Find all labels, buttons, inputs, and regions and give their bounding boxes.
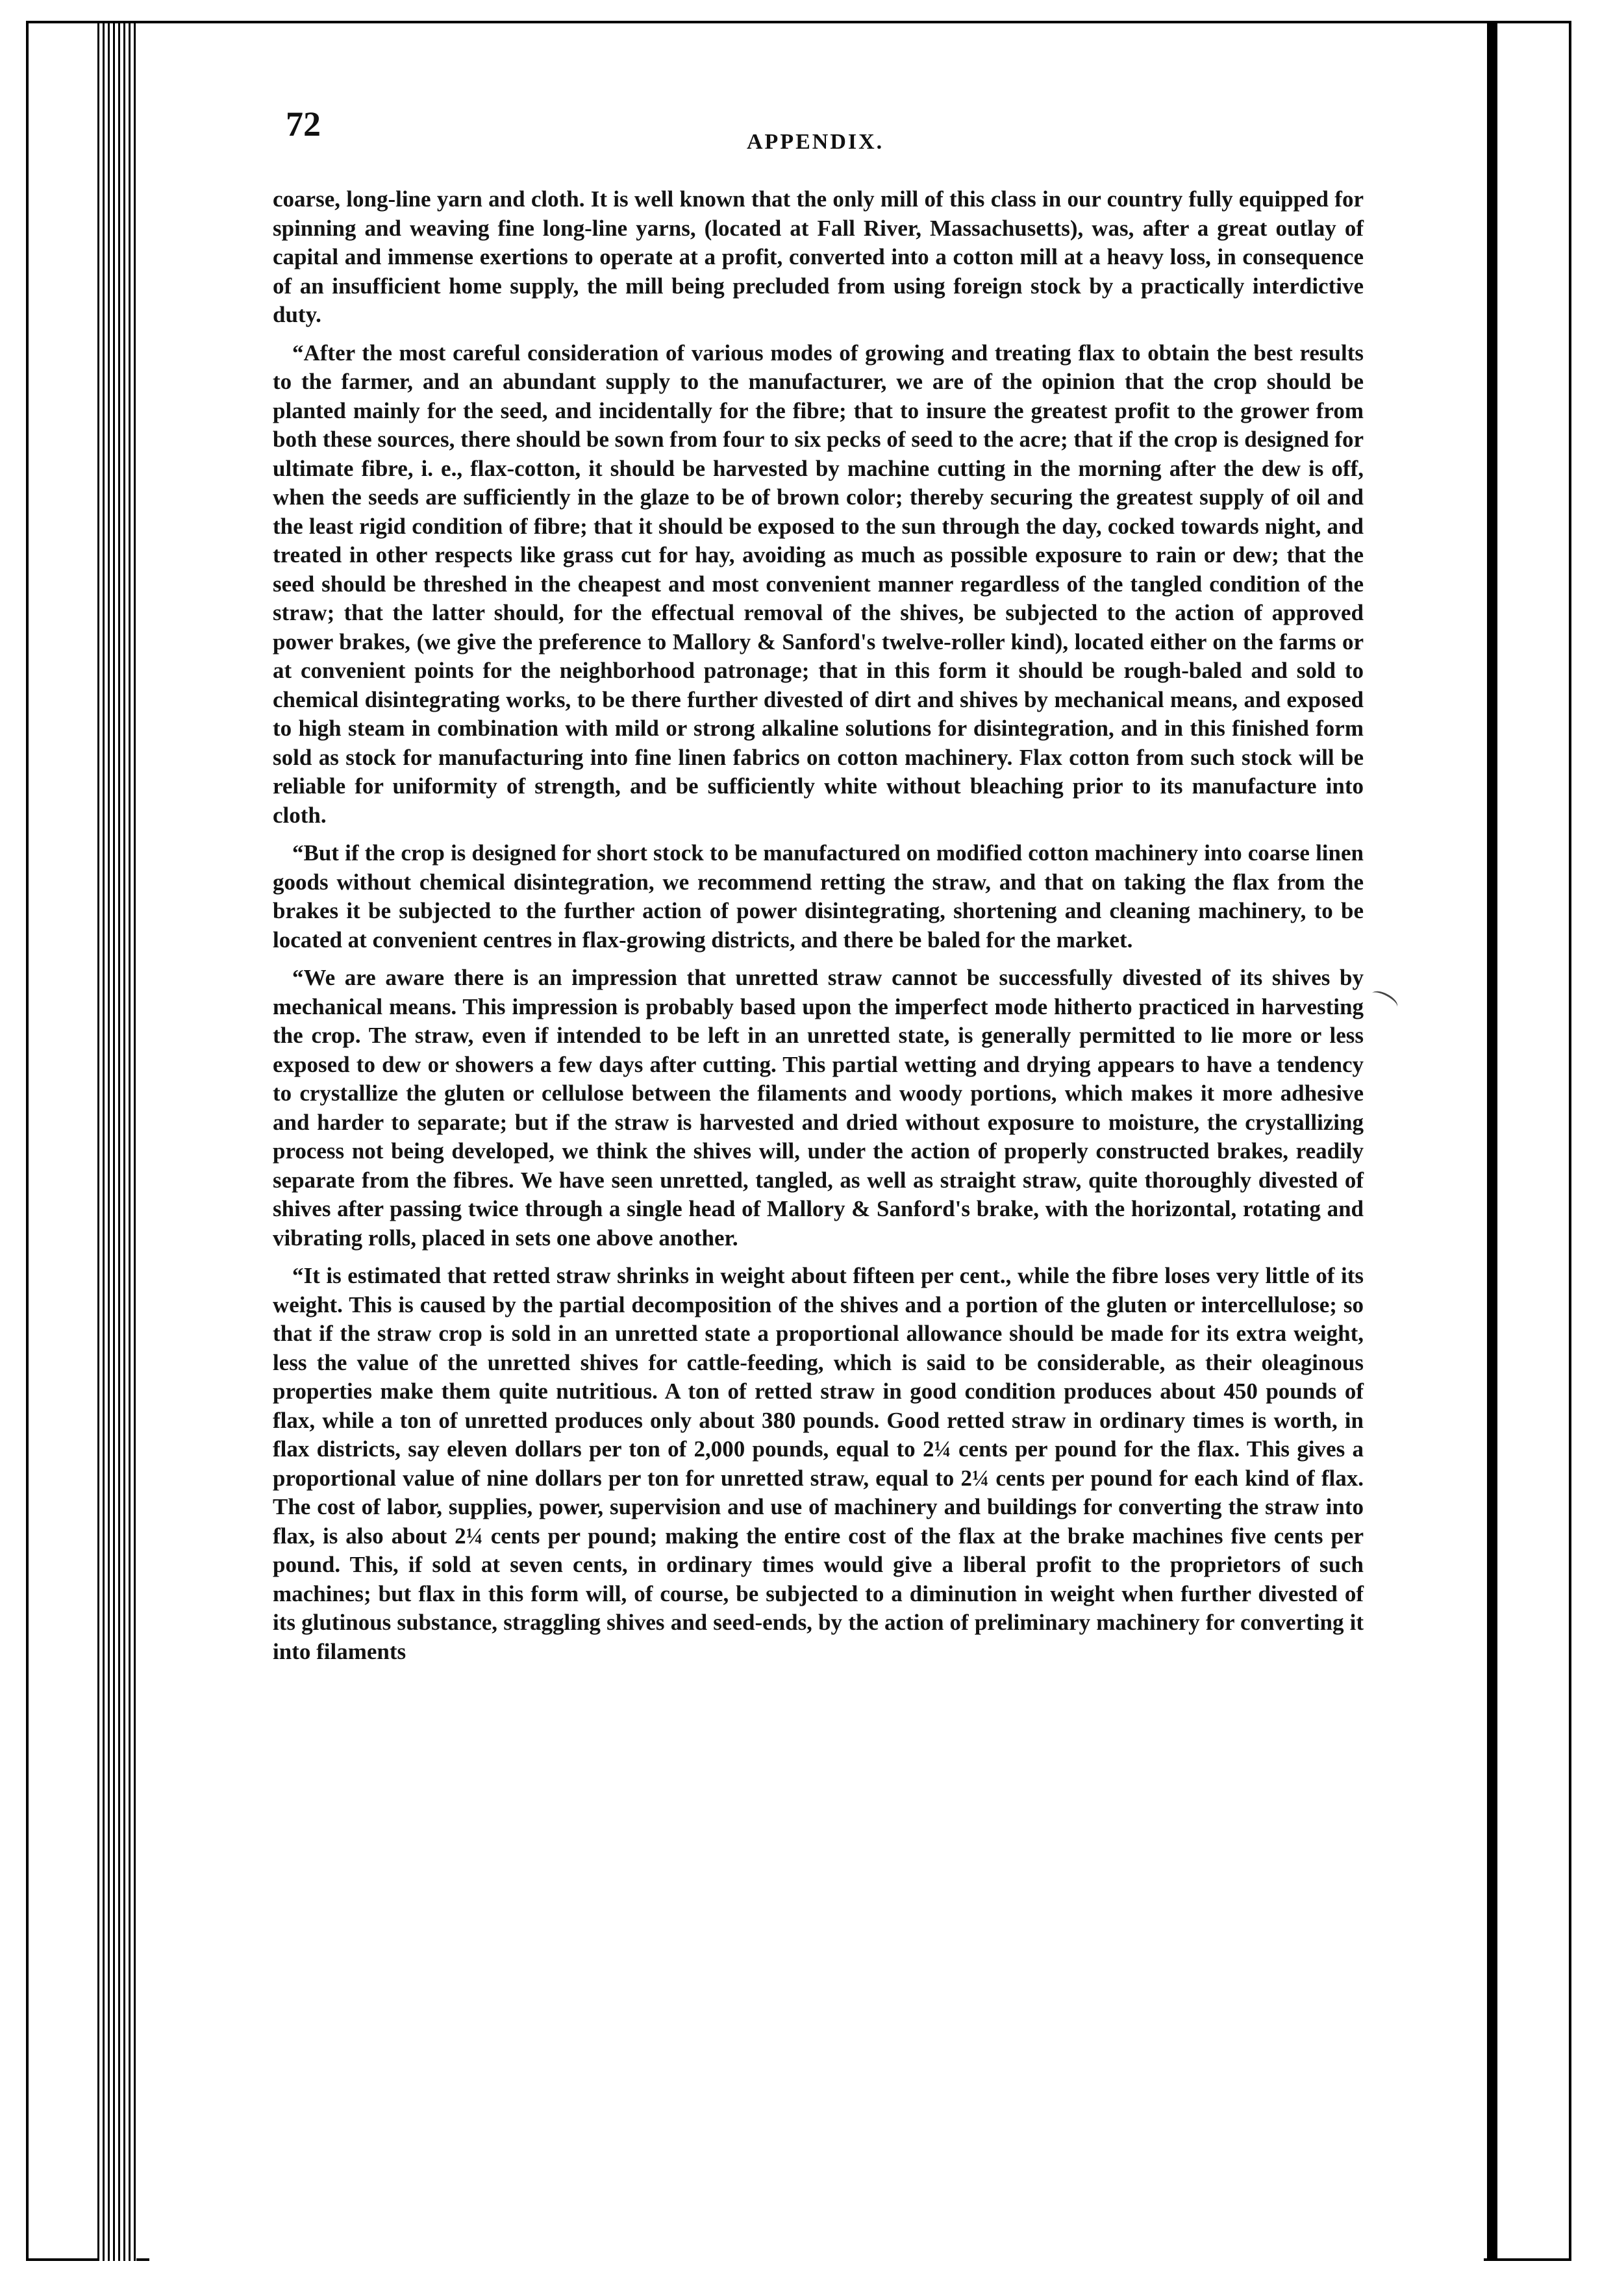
paragraph-5: “It is estimated that retted straw shrinks in weight about fifteen per cent., while the fibre loses very little of its weight. This is caused by the partial decomposition of the shives and a portion of the gluten or intercellulose; so that if the straw crop is sold in an unretted state a proportional allowance should be made for its extra weight, less the value of the unretted shives for cattle-feeding, which is said to be considerable, as their oleaginous properties make them quite nutritious. A ton of retted straw in good condition produces about 450 pounds of flax, while a ton of unretted produces only about 380 pounds. Good retted straw in ordinary times is worth, in flax districts, say eleven dollars per ton of 2,000 pounds, equal to 2¼ cents per pound for the flax. This gives a proportional value of nine dollars per ton for unretted straw, equal to 2¼ cents per pound for each kind of flax. The cost of labor, supplies, power, supervision and use of machinery and buildings for converting the straw into flax, is also about 2¼ cents per pound; making the entire cost of the flax at the brake machines five cents per pound. This, if sold at seven cents, in ordinary times would give a liberal profit to the proprietors of such machines; but flax in this form will, of course, be subjected to a diminution in weight when further divested of its glutinous substance, straggling shives and seed-ends, by the action of preliminary machinery for converting it into filaments [273, 1263, 1364, 1664]
book-gutter-shadow [1487, 23, 1497, 2261]
paragraph-2: “After the most careful consideration of various modes of growing and treating flax to obtain the best results to the farmer, and an abundant supply to the manufacturer, we are of the opinion that the crop should be planted mainly for the seed, and incidentally for the fibre; that to insure the greatest profit to the grower from both these sources, there should be sown from four to six pecks of seed to the acre; that if the crop is designed for ultimate fibre, i. e., flax-cotton, it should be harvested by machine cutting in the morning after the dew is off, when the seeds are sufficiently in the glaze to be of brown color; thereby securing the greatest supply of oil and the least rigid condition of fibre; that it should be exposed to the sun through the day, cocked towards night, and treated in other respects like grass cut for hay, avoiding as much as possible exposure to rain or dew; that the seed should be threshed in the cheapest and most convenient manner regardless of the tangled condition of the straw; that the latter should, for the effectual removal of the shives, be subjected to the action of approved power brakes, (we give the preference to Mallory & Sanford's twelve-roller kind), located either on the farms or at convenient points for the neighborhood patronage; that in this form it should be rough-baled and sold to chemical disintegrating works, to be there further divested of dirt and shives by mechanical means, and exposed to high steam in combination with mild or strong alkaline solutions for disintegration, and in this finished form sold as stock for manufacturing into fine linen fabrics on cotton machinery. Flax cotton from such stock will be reliable for uniformity of strength, and be sufficiently white without bleaching prior to its manufacture into cloth. [273, 340, 1364, 828]
paragraph-3: “But if the crop is designed for short stock to be manufactured on modified cotton machinery into coarse linen goods without chemical disintegration, we recommend retting the straw, and that on taking the flax from the brakes it be subjected to the further action of power disintegrating, shortening and cleaning machinery, to be located at convenient centres in flax-growing districts, and there be baled for the market. [273, 840, 1364, 953]
paragraph-1: coarse, long-line yarn and cloth. It is well known that the only mill of this class in our country fully equipped for spinning and weaving fine long-line yarns, (located at Fall River, Massachusetts), was, after a great outlay of capital and immense exertions to operate at a profit, converted into a cotton mill at a heavy loss, in consequence of an insufficient home supply, the mill being precluded from using foreign stock by a practically interdictive duty. [273, 186, 1364, 327]
page-body [273, 185, 1364, 1675]
book-page-edges [97, 23, 136, 2261]
page-number: 72 [286, 105, 321, 144]
running-head: APPENDIX. [747, 130, 884, 154]
paragraph-4: “We are aware there is an impression that unretted straw cannot be successfully divested of its shives by mechanical means. This impression is probably based upon the imperfect mode hitherto practiced in harvesting the crop. The straw, even if intended to be left in an unretted state, is generally permitted to lie more or less exposed to dew or showers a few days after cutting. This partial wetting and drying appears to have a tendency to crystallize the gluten or cellulose between the filaments and woody portions, which makes it more adhesive and harder to separate; but if the straw is harvested and dried without exposure to moisture, the crystallizing process not being developed, we think the shives will, under the action of properly constructed brakes, readily separate from the fibres. We have seen unretted, tangled, as well as straight straw, quite thoroughly divested of shives after passing twice through a single head of Mallory & Sanford's brake, with the horizontal, rotating and vibrating rolls, placed in sets one above another. [273, 965, 1364, 1251]
